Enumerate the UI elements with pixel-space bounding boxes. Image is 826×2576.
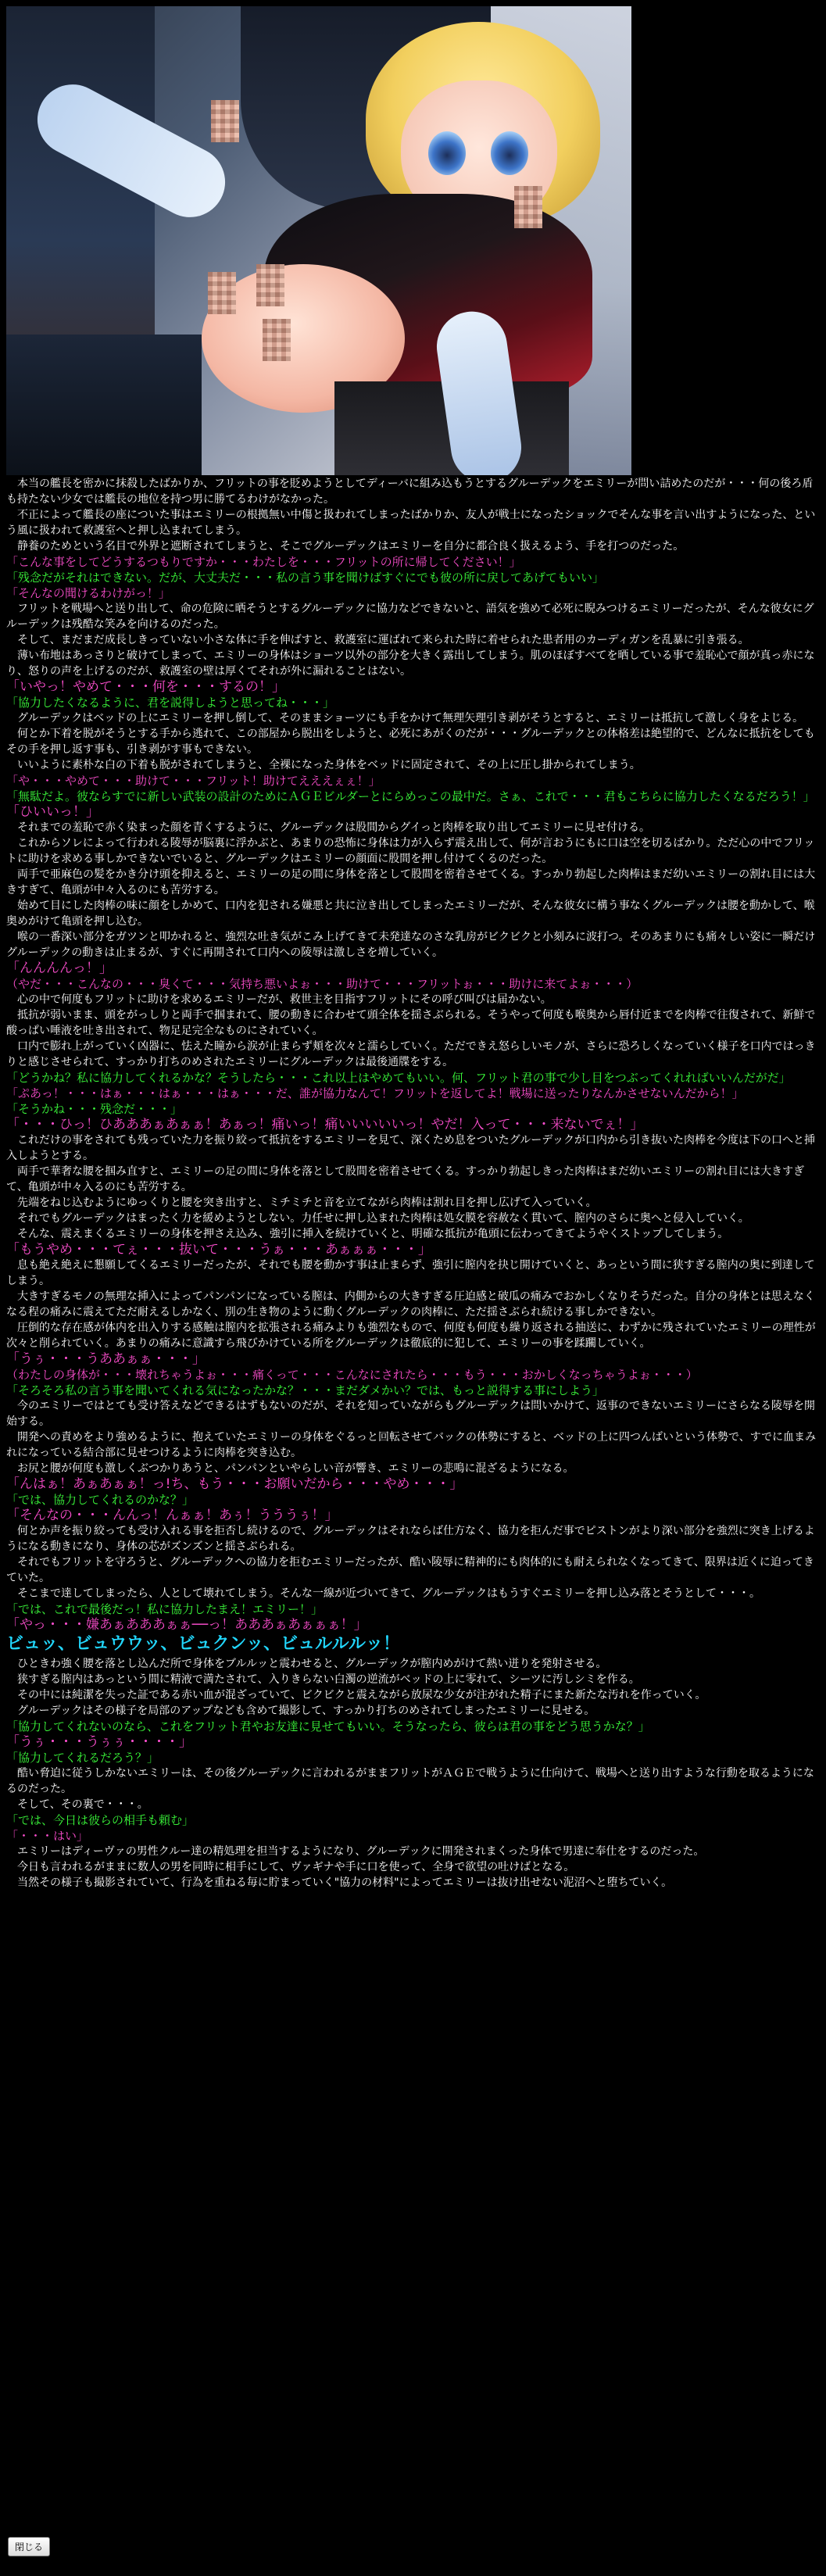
narration-paragraph: 薄い布地はあっさりと破けてしまって、エミリーの身体はショーツ以外の部分を大きく露出してしまう。肌のほぼすべてを晒している事で羞恥心で顔が真っ赤になり、怒りの声を上げるのだが、救護室の壁は厚くてそれが外に漏れることはない。 — [6, 649, 815, 678]
dialogue-line: 「や・・・やめて・・・助けて・・・フリット！助けてえええぇぇ！」 — [6, 774, 381, 788]
narration-paragraph: これだけの事をされても残っていた力を振り絞って抵抗をするエミリーを見て、深くため息をついたグルーデックが口内から引き抜いた肉棒を今度は下の口へと挿入しようとする。 — [6, 1134, 816, 1162]
dialogue-line: 「残念だがそれはできない。だが、大丈夫だ・・・私の言う事を聞けばすぐにでも彼の所に戻してあげてもいい」 — [6, 571, 605, 585]
dialogue-line: 「協力してくれるだろう？」 — [6, 1751, 159, 1765]
narration-paragraph: 心の中で何度もフリットに助けを求めるエミリーだが、救世主を目指すフリットにその呼び叫びは届かない。 — [6, 993, 552, 1006]
dialogue-line: 「どうかね？私に協力してくれるかな？そうしたら・・・これ以上はやめてもいい。何、フリット君の事で少し目をつぶってくれればいいんだがだ」 — [6, 1071, 791, 1085]
narration-paragraph: 当然その様子も撮影されていて、行為を重ねる毎に貯まっていく"協力の材料"によってエミリーは抜け出せない泥沼へと堕ちていく。 — [6, 1877, 673, 1889]
narration-paragraph: ひときわ強く腰を落とし込んだ所で身体をブルルッと震わせると、グルーデックが膣内めがけて熱い迸りを発射させる。 — [6, 1658, 607, 1670]
narration-paragraph: 開発への責めをより強めるように、抱えていたエミリーの身体をぐるっと回転させてバックの体勢にすると、ベッドの上に四つんばいという体勢で、すでに血まみれになっている結合部に見せつけるように肉棒を突き込む。 — [6, 1431, 817, 1459]
dialogue-line: 「ぷあっ！・・・はぁ・・・はぁ・・・はぁ・・・だ、誰が協力なんて！フリットを返してよ！戦場に送ったりなんかさせないんだから！」 — [6, 1086, 744, 1100]
illustration-eye-right — [491, 131, 528, 175]
illustration-figure-bottom — [6, 335, 202, 475]
mosaic-censor — [208, 272, 236, 314]
narration-paragraph: お尻と腰が何度も激しくぶつかりあうと、パンパンといやらしい音が響き、エミリーの悲鳴に混ざるようになる。 — [6, 1462, 574, 1475]
narration-paragraph: 大きすぎるモノの無理な挿入によってパンパンになっている膣は、内側からの大きすぎる圧迫感と破瓜の痛みでおかしくなりそうだった。自分の身体とは思えなくなる程の痛みに震えてただ耐えるしかなく、別の生き物のように動くグルーデックの肉棒に、ただ揺さぶられ続ける事しかできない。 — [6, 1290, 815, 1318]
narration-paragraph: 抵抗が弱いまま、頭をがっしりと両手で掴まれて、腰の動きに合わせて頭全体を揺さぶられる。そうやって何度も喉奥から唇付近までを肉棒で往復されて、新鮮で酸っぱい唾液を吐き出されて、物足足完全なものにされていく。 — [6, 1009, 816, 1037]
close-button[interactable]: 閉じる — [8, 2537, 50, 2556]
narration-paragraph: 酷い脅迫に従うしかないエミリーは、その後グルーデックに言われるがままフリットがＡＧＥで戦うように仕向けて、戦場へと送り出すような行動を取るようになるのだった。 — [6, 1767, 814, 1795]
narration-paragraph: 口内で膨れ上がっていく凶器に、怯えた瞳から涙が止まらず頬を次々と濡らしていく。ただできえ怒らしいモノが、さらに恐ろしくなっていく様子を口内ではっきりと感じさせられて、すっかり打ちのめされたエミリーにグルーデックは最後通牒をする。 — [6, 1040, 816, 1068]
dialogue-line: （やだ・・・こんなの・・・臭くて・・・気持ち悪いよぉ・・・助けて・・・フリットぉ・・・助けに来てよぉ・・・） — [6, 977, 638, 991]
dialogue-line: 「もうやめ・・・てぇ・・・抜いて・・・うぁ・・・あぁぁぁ・・・」 — [6, 1242, 431, 1258]
narration-paragraph: 静養のためという名目で外界と遮断されてしまうと、そこでグルーデックはエミリーを自分に都合良く扱えるよう、手を打つのだった。 — [6, 540, 685, 553]
narration-paragraph: そんな、震えまくるエミリーの身体を押さえ込み、強引に挿入を続けていくと、明確な抵抗が亀頭に伝わってきてようやくストップしてしまう。 — [6, 1228, 729, 1240]
dialogue-line: （わたしの身体が・・・壊れちゃうよぉ・・・痛くって・・・こんなにされたら・・・もう・・・おかしくなっちゃうよぉ・・・） — [6, 1368, 698, 1382]
dialogue-line: 「・・・ひっ！ひあああぁあぁぁ！あぁっ！痛いっ！痛いいいいいっ！やだ！入って・・・来ないでぇ！」 — [6, 1117, 644, 1132]
narration-paragraph: フリットを戦場へと送り出して、命の危険に晒そうとするグルーデックに協力などできないと、語気を強めて必死に睨みつけるエミリーだったが、そんな彼女にグルーデックは残酷な笑みを向けるのだった。 — [6, 603, 814, 631]
narration-paragraph: 何とか下着を脱がそうとする手から逃れて、この部屋から脱出をしようと、必死にあがくのだが・・・グルーデックとの体格差は絶望的で、どんなに抵抗をしてもその手を押し返す事も、引き剥がす事もできない。 — [6, 728, 815, 756]
illustration-eye-left — [428, 131, 466, 175]
dialogue-line: 「ひいいっ！」 — [6, 804, 99, 820]
narration-paragraph: 始めて目にした肉棒の味に顔をしかめて、口内を犯される嫌悪と共に泣き出してしまったエミリーだが、そんな彼女に構う事なくグルーデックは腰を動かして、喉奥めがけて亀頭を押し込む。 — [6, 900, 815, 928]
narration-paragraph: 今日も言われるがままに数人の男を同時に相手にして、ヴァギナや手に口を使って、全身で欲望の吐けばとなる。 — [6, 1861, 575, 1873]
dialogue-line: 「うぅ・・・うああぁぁ・・・」 — [6, 1351, 206, 1367]
dialogue-line: 「やっ・・・嫌あぁあああぁぁ──っ！あああぁあぁぁぁ！」 — [6, 1617, 367, 1633]
dialogue-line: 「んはぁ！あぁあぁぁ！っ!ち、もう・・・お願いだから・・・やめ・・・」 — [6, 1476, 463, 1492]
dialogue-line: 「そうかね・・・残念だ・・・」 — [6, 1102, 183, 1116]
narration-paragraph: 狭すぎる膣内はあっという間に精液で満たされて、入りきらない白濁の逆流がベッドの上に零れて、シーツに汚しシミを作る。 — [6, 1673, 640, 1686]
narration-paragraph: グルーデックはその様子を局部のアップなども含めて撮影して、すっかり打ちのめされてしまったエミリーに見せる。 — [6, 1705, 595, 1717]
narration-paragraph: それまでの羞恥で赤く染まった顔を青くするように、グルーデックは股間からグイっと肉棒を取り出してエミリーに見せ付ける。 — [6, 821, 651, 834]
narration-paragraph: グルーデックはベッドの上にエミリーを押し倒して、そのままショーツにも手をかけて無理矢理引き剥がそうとすると、エミリーは抵抗して激しく身をよじる。 — [6, 712, 804, 724]
narration-paragraph: 不正によって艦長の座についた事はエミリーの根拠無い中傷と扱われてしまったばかりか、友人が戦士になったショックでそんな事を言い出すようになった、という風に扱われて救護室へと押し込まれてしまう。 — [6, 509, 816, 537]
dialogue-line: 「こんな事をしてどうするつもりですか・・・わたしを・・・フリットの所に帰してください！」 — [6, 555, 521, 569]
dialogue-line: 「協力したくなるように、君を説得しようと思ってね・・・」 — [6, 696, 335, 710]
narration-paragraph: 圧倒的な存在感が体内を出入りする感触は膣内を拡張される痛みよりも強烈なもので、何度も何度も繰り返される抽送に、わずかに残されていたエミリーの理性が次々と削られていく。あまりの痛みに意識すら飛びかけている所をグルーデックは徹底的に犯して、エミリーの事を蹂躙していく。 — [6, 1322, 816, 1350]
narration-paragraph: 本当の艦長を密かに抹殺したばかりか、フリットの事を貶めようとしてディーバに組み込もうとするグルーデックをエミリーが問い詰めたのだが・・・何の後ろ盾も持たない少女では艦長の地位を持つ男に勝てるわけがなかった。 — [6, 478, 813, 506]
narration-paragraph: 両手で亜麻色の髪をかき分け頭を抑えると、エミリーの足の間に身体を落として股間を密着させてくる。すっかり勃起した肉棒はまだ幼いエミリーの割れ目には大きすぎて、亀頭が中々入るのにも苦労する。 — [6, 868, 816, 896]
dialogue-line: 「うぅ・・・うぅぅ・・・・」 — [6, 1734, 192, 1750]
narration-paragraph: 先端をねじ込むようにゆっくりと腰を突き出すと、ミチミチと音を立てながら肉棒は割れ目を押し広げて入っていく。 — [6, 1197, 597, 1209]
narration-paragraph: その中には純潔を失った証である赤い血が混ざっていて、ビクビクと震えながら放尿な少女が注がれた精子にまた新たな汚れを作っていく。 — [6, 1689, 706, 1701]
dialogue-line: 「そんなの・・・んんっ！んぁぁ！あぅ！うううぅ！」 — [6, 1508, 338, 1523]
mosaic-censor — [263, 319, 291, 361]
narration-paragraph: これからソレによって行われる陵辱が脳裏に浮かぶと、あまりの恐怖に身体は力が入らず震え出して、何が言おうにもに口は空を切るばかり。ただ心の中でフリットに助けを求める事しかできないでいると、グルーデックはエミリーの顔面に股間を押し付けてくるのだった。 — [6, 837, 815, 865]
story-text — [6, 476, 819, 1891]
dialogue-line: 「・・・はい」 — [6, 1829, 89, 1843]
dialogue-line: 「無駄だよ。彼ならすでに新しい武装の設計のためにＡＧＥビルダーとにらめっこの最中だ。さぁ、これで・・・君もこちらに協力したくなるだろう！」 — [6, 789, 815, 803]
narration-paragraph: そこまで達してしまったら、人として壊れてしまう。そんな一線が近づいてきて、グルーデックはもうすぐエミリーを押し込み落とそうとして・・・。 — [6, 1587, 761, 1600]
narration-paragraph: それでもフリットを守ろうと、グルーデックへの協力を拒むエミリーだったが、酷い陵辱に精神的にも肉体的にも耐えられなくなってきて、限界は近くに迫ってきていた。 — [6, 1556, 814, 1584]
narration-paragraph: そして、その裏で・・・。 — [6, 1798, 148, 1811]
narration-paragraph: それでもグルーデックはまったく力を緩めようとしない。力任せに押し込まれた肉棒は処女膜を容赦なく貫いて、膣内のさらに奥へと侵入していく。 — [6, 1212, 749, 1225]
sound-effect-line: ビュッ、ビュウウッ、ビュクンッ、ビュルルルッ！ — [6, 1634, 401, 1654]
mosaic-censor — [256, 264, 284, 306]
dialogue-line: 「では、これで最後だっ！私に協力したまえ！エミリー！」 — [6, 1602, 324, 1616]
narration-paragraph: そして、まだまだ成長しきっていない小さな体に手を伸ばすと、救護室に運ばれて来られた時に着せられた患者用のカーディガンを乱暴に引き張る。 — [6, 634, 749, 646]
dialogue-line: 「では、今日は彼らの相手も頼む」 — [6, 1813, 195, 1827]
narration-paragraph: 息も絶え絶えに懇願してくるエミリーだったが、それでも腰を動かす事は止まらず、強引に膣内を抉じ開けていくと、あっという間に狭すぎる膣内の奥に到達してしまう。 — [6, 1259, 815, 1287]
narration-paragraph: 今のエミリーではとても受け答えなどできるはずもないのだが、それを知っていながらもグルーデックは問いかけて、返事のできないエミリーにさらなる陵辱を開始する。 — [6, 1400, 816, 1428]
narration-paragraph: いいように素朴な白の下着も脱がされてしまうと、全裸になった身体をベッドに固定されて、その上に圧し掛かられてしまう。 — [6, 759, 641, 771]
story-illustration — [6, 6, 631, 475]
dialogue-line: 「いやっ！やめて・・・何を・・・するの！」 — [6, 679, 285, 695]
narration-paragraph: 喉の一番深い部分をガツンと叩かれると、強烈な吐き気がこみ上げてきて未発達なのさな乳房がビクビクと小刻みに波打つ。そのあまりにも痛々しい姿に一瞬だけグルーデックの動きは止まるが、すぐに再開されて口内への陵辱は激しさを増していく。 — [6, 931, 816, 959]
dialogue-line: 「では、協力してくれるのかな？」 — [6, 1493, 195, 1507]
narration-paragraph: 両手で華奢な腰を掴み直すと、エミリーの足の間に身体を落として股間を密着させてくる。すっかり勃起しきった肉棒はまだ幼いエミリーの割れ目には大きすぎて、亀頭が中々入るのにも苦労する。 — [6, 1165, 805, 1193]
mosaic-censor — [514, 186, 542, 228]
narration-paragraph: 何とか声を振り絞っても受け入れる事を拒否し続けるので、グルーデックはそれならば仕方なく、協力を拒んだ事でピストンがより深い部分を強烈に突き上げるようになる動きになり、身体の芯がズンズンと揺さぶられる。 — [6, 1525, 815, 1553]
dialogue-line: 「そんなの聞けるわけがっ！」 — [6, 586, 171, 600]
mosaic-censor — [211, 100, 239, 142]
dialogue-line: 「協力してくれないのなら、これをフリット君やお友達に見せてもいい。そうなったら、彼らは君の事をどう思うかな？」 — [6, 1719, 650, 1733]
narration-paragraph: エミリーはディーヴァの男性クルー達の精処理を担当するようになり、グルーデックに開発されまくった身体で男達に奉仕をするのだった。 — [6, 1845, 705, 1858]
dialogue-line: 「んんんんっ！」 — [6, 961, 113, 976]
dialogue-line: 「そろそろ私の言う事を聞いてくれる気になったかな？・・・まだダメかい？では、もっと説得する事にしよう」 — [6, 1383, 605, 1397]
